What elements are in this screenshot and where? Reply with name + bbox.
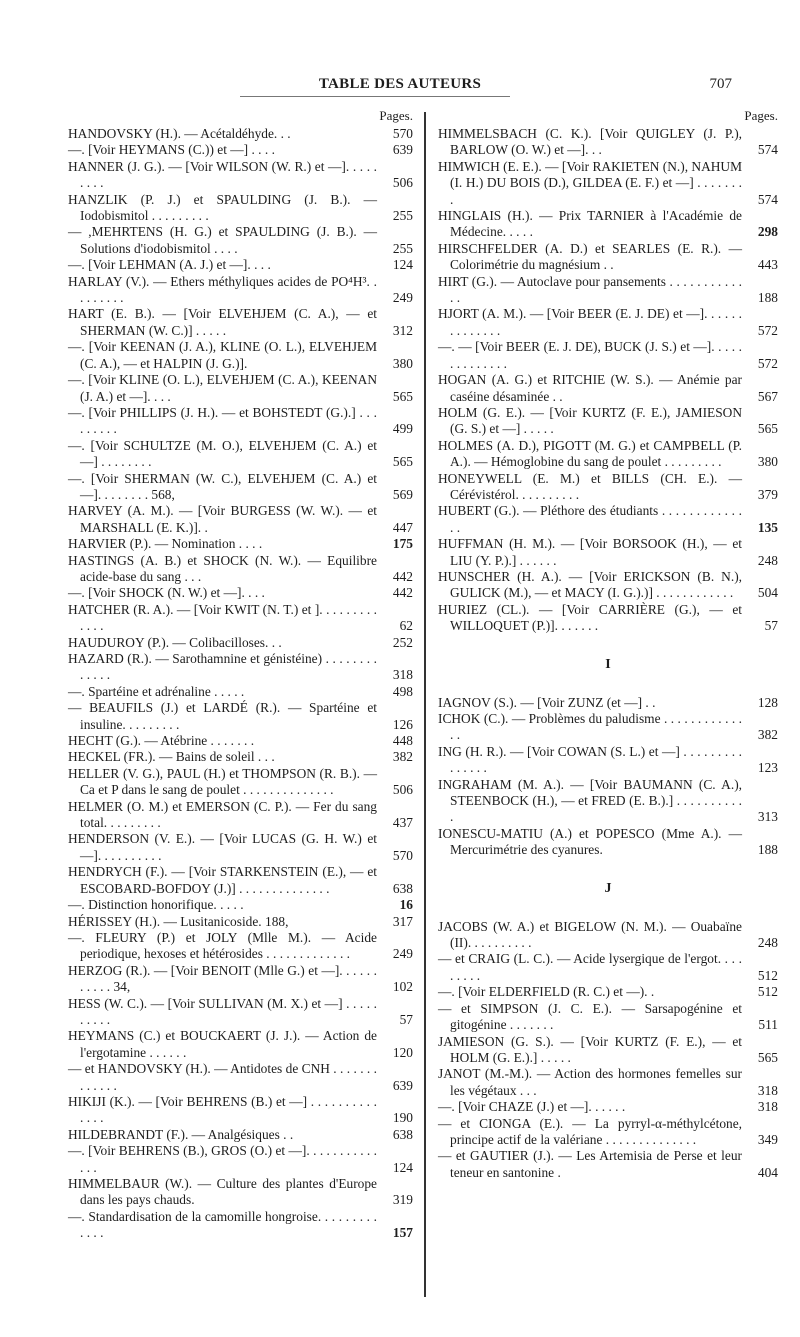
entry-text: — et CIONGA (E.). — La pyrryl-α-méthylcétone, principe actif de la valériane . . . . . . . . . . . . . .	[438, 1115, 742, 1147]
entry-page-number: 512	[757, 984, 778, 1000]
entry-text: HIMMELSBACH (C. K.). [Voir QUIGLEY (J. P.), BARLOW (O. W.) et —]. . .	[438, 126, 742, 158]
entry-text: — et HANDOVSKY (H.). — Antidotes de CNH . . . . . . . . . . . . .	[68, 1061, 377, 1093]
entry-text: HJORT (A. M.). — [Voir BEER (E. J. DE) et —]. . . . . . . . . . . . . .	[438, 306, 742, 338]
left-entry-list	[68, 126, 413, 1242]
entry-page-number: 569	[392, 486, 413, 502]
entry-page-number: 565	[757, 1049, 778, 1065]
index-entry	[68, 1061, 413, 1094]
entry-text: —. [Voir KLINE (O. L.), ELVEHJEM (C. A.), KEENAN (J. A.) et —]. . . .	[68, 372, 377, 404]
entry-text: —. Distinction honorifique. . . . .	[68, 897, 244, 913]
entry-text: —. [Voir SCHULTZE (M. O.), ELVEHJEM (C. A.) et —] . . . . . . . .	[68, 437, 377, 470]
entry-text: — et SIMPSON (J. C. E.). — Sarsapogénine et gitogénine . . . . . . .	[438, 1000, 742, 1033]
index-entry	[68, 536, 413, 552]
entry-page-number: 639	[392, 142, 413, 158]
index-entry	[68, 1028, 413, 1061]
entry-page-number: 565	[392, 454, 413, 470]
entry-page-number: 382	[392, 749, 413, 765]
index-entry	[68, 602, 413, 635]
index-entry	[438, 919, 778, 952]
index-entry	[68, 126, 413, 142]
index-entry	[438, 372, 778, 405]
entry-text: —. Spartéine et adrénaline . . . . .	[68, 683, 245, 699]
entry-page-number: 511	[758, 1017, 778, 1033]
entry-page-number: 448	[392, 733, 413, 749]
entry-text: —. [Voir KEENAN (J. A.), KLINE (O. L.), ELVEHJEM (C. A.), — et HALPIN (J. G.)].	[68, 339, 377, 371]
entry-text: HUFFMAN (H. M.). — [Voir BORSOOK (H.), — et LIU (Y. P.).] . . . . . .	[438, 536, 742, 568]
entry-page-number: 442	[392, 568, 413, 584]
entry-page-number: 574	[757, 191, 778, 207]
index-entry	[438, 1001, 778, 1034]
entry-page-number: 318	[757, 1082, 778, 1098]
index-entry	[68, 438, 413, 471]
entry-text: HANNER (J. G.). — [Voir WILSON (W. R.) et —]. . . . . . . . .	[68, 158, 377, 191]
entry-page-number: 252	[392, 634, 413, 650]
entry-page-number: 120	[392, 1044, 413, 1060]
index-entry	[68, 914, 413, 930]
entry-text: HARVIER (P.). — Nomination . . . .	[68, 536, 263, 552]
index-entry	[438, 241, 778, 274]
entry-text: HENDRYCH (F.). — [Voir STARKENSTEIN (E.), — et ESCOBARD-BOFDOY (J.)] . . . . . . . . . . . . . .	[68, 864, 377, 896]
index-entry	[68, 585, 413, 601]
entry-text: HÉRISSEY (H.). — Lusitanicoside. 188,	[68, 913, 289, 929]
entry-text: —. [Voir ELDERFIELD (R. C.) et —). .	[438, 984, 655, 1000]
entry-page-number: 567	[757, 388, 778, 404]
page-number: 707	[709, 76, 732, 92]
entry-page-number: 124	[392, 257, 413, 273]
index-entry	[438, 695, 778, 711]
entry-page-number: 248	[757, 552, 778, 568]
entry-text: —. — [Voir BEER (E. J. DE), BUCK (J. S.) et —]. . . . . . . . . . . . . .	[438, 339, 742, 371]
entry-page-number: 312	[392, 322, 413, 338]
entry-text: HELMER (O. M.) et EMERSON (C. P.). — Fer du sang total. . . . . . . . .	[68, 798, 377, 831]
entry-text: —. [Voir LEHMAN (A. J.) et —]. . . .	[68, 257, 271, 273]
entry-text: — et CRAIG (L. C.). — Acide lysergique de l'ergot. . . . . . . . .	[438, 951, 742, 983]
index-entry	[68, 1143, 413, 1176]
index-entry	[438, 1116, 778, 1149]
section-letter-i: I	[605, 656, 611, 672]
entry-page-number: 574	[757, 142, 778, 158]
index-entry	[438, 503, 778, 536]
entry-page-number: 298	[757, 224, 778, 240]
index-entry	[438, 208, 778, 241]
entry-page-number: 190	[392, 1110, 413, 1126]
index-entry	[68, 733, 413, 749]
entry-page-number: 379	[757, 486, 778, 502]
entry-text: HOLM (G. E.). — [Voir KURTZ (F. E.), JAMIESON (G. S.) et —] . . . . .	[438, 404, 742, 437]
index-entry	[438, 159, 778, 208]
entry-page-number: 512	[757, 967, 778, 983]
entry-text: HART (E. B.). — [Voir ELVEHJEM (C. A.), — et SHERMAN (W. C.)] . . . . .	[68, 306, 377, 338]
entry-text: — BEAUFILS (J.) et LARDÉ (R.). — Spartéine et insuline. . . . . . . . .	[68, 700, 377, 732]
entry-text: IONESCU-MATIU (A.) et POPESCO (Mme A.). — Mercurimétrie des cyanures.	[438, 825, 742, 858]
entry-page-number: 442	[392, 585, 413, 601]
entry-text: HURIEZ (CL.). — [Voir CARRIÈRE (G.), — et WILLOQUET (P.)]. . . . . . .	[438, 601, 742, 634]
entry-page-number: 506	[392, 782, 413, 798]
index-entry	[438, 306, 778, 339]
entry-page-number: 565	[392, 388, 413, 404]
entry-page-number: 318	[757, 1099, 778, 1115]
entry-page-number: 175	[392, 536, 413, 552]
entry-page-number: 443	[757, 257, 778, 273]
index-entry	[438, 471, 778, 504]
entry-page-number: 565	[757, 421, 778, 437]
entry-text: HANDOVSKY (H.). — Acétaldéhyde. . .	[68, 126, 291, 141]
index-entry	[438, 951, 778, 984]
entry-text: HARLAY (V.). — Ethers méthyliques acides de PO⁴H³. . . . . . . . .	[68, 273, 377, 306]
entry-text: HENDERSON (V. E.). — [Voir LUCAS (G. H. W.) et —]. . . . . . . . . .	[68, 831, 377, 863]
entry-page-number: 572	[757, 355, 778, 371]
entry-page-number: 638	[392, 880, 413, 896]
index-entry	[68, 159, 413, 192]
index-entry	[68, 651, 413, 684]
index-entry	[68, 306, 413, 339]
index-entry	[438, 1099, 778, 1115]
index-entry	[68, 1094, 413, 1127]
entry-text: HANZLIK (P. J.) et SPAULDING (J. B.). — Iodobismitol . . . . . . . . .	[68, 191, 377, 224]
entry-page-number: 404	[757, 1164, 778, 1180]
running-title: TABLE DES AUTEURS	[318, 76, 482, 92]
index-entry	[438, 274, 778, 307]
entry-text: HECKEL (FR.). — Bains de soleil . . .	[68, 749, 275, 765]
index-entry	[68, 1127, 413, 1143]
entry-page-number: 498	[392, 683, 413, 699]
index-entry	[68, 700, 413, 733]
entry-text: —. [Voir SHERMAN (W. C.), ELVEHJEM (C. A.) et —]. . . . . . . . 568,	[68, 470, 377, 502]
entry-page-number: 157	[392, 1225, 413, 1241]
index-entry	[68, 553, 413, 586]
entry-text: HIKIJI (K.). — [Voir BEHRENS (B.) et —] . . . . . . . . . . . . . .	[68, 1093, 377, 1126]
entry-text: HINGLAIS (H.). — Prix TARNIER à l'Académie de Médecine. . . . .	[438, 208, 742, 240]
entry-page-number: 499	[392, 421, 413, 437]
index-entry	[68, 831, 413, 864]
entry-page-number: 62	[399, 618, 413, 634]
entry-text: HESS (W. C.). — [Voir SULLIVAN (M. X.) et —] . . . . . . . . . .	[68, 995, 377, 1027]
column-divider	[424, 112, 426, 1297]
entry-page-number: 249	[392, 290, 413, 306]
index-entry	[68, 684, 413, 700]
index-entry	[68, 142, 413, 158]
index-entry	[68, 766, 413, 799]
index-entry	[68, 749, 413, 765]
entry-page-number: 255	[392, 240, 413, 256]
entry-text: IAGNOV (S.). — [Voir ZUNZ (et —] . .	[438, 694, 656, 710]
entry-text: HUNSCHER (H. A.). — [Voir ERICKSON (B. N.), GULICK (M.), — et MACY (I. G.).)] . . . . . . . . . . . .	[438, 568, 742, 601]
entry-text: HATCHER (R. A.). — [Voir KWIT (N. T.) et ]. . . . . . . . . . . . .	[68, 601, 377, 634]
index-entry	[68, 996, 413, 1029]
index-entry	[438, 744, 778, 777]
entry-text: —. [Voir PHILLIPS (J. H.). — et BOHSTEDT (G.).] . . . . . . . . .	[68, 404, 377, 437]
entry-page-number: 382	[757, 727, 778, 743]
entry-text: HIMMELBAUR (W.). — Culture des plantes d'Europe dans les pays chauds.	[68, 1176, 377, 1208]
entry-page-number: 135	[757, 519, 778, 535]
left-column	[68, 108, 413, 1242]
index-entry	[68, 864, 413, 897]
entry-text: —. [Voir SHOCK (N. W.) et —]. . . .	[68, 585, 265, 601]
right-i-entry-list	[438, 695, 778, 859]
index-entry	[68, 503, 413, 536]
index-entry	[68, 224, 413, 257]
index-entry	[438, 126, 778, 159]
index-entry	[68, 1209, 413, 1242]
entry-page-number: 124	[392, 1159, 413, 1175]
index-entry	[68, 405, 413, 438]
entry-page-number: 102	[392, 979, 413, 995]
header-rule	[240, 96, 510, 97]
entry-text: HUBERT (G.). — Pléthore des étudiants . . . . . . . . . . . . . .	[438, 503, 742, 535]
entry-page-number: 570	[392, 126, 413, 141]
entry-text: — ,MEHRTENS (H. G.) et SPAULDING (J. B.). — Solutions d'iodobismitol . . . .	[68, 224, 377, 256]
entry-page-number: 126	[392, 716, 413, 732]
entry-page-number: 506	[392, 175, 413, 191]
entry-text: HAZARD (R.). — Sarothamnine et génistéine) . . . . . . . . . . . . .	[68, 651, 377, 683]
entry-text: HELLER (V. G.), PAUL (H.) et THOMPSON (R. B.). — Ca et P dans le sang de poulet . . . . . . . . . . . . . .	[68, 765, 377, 798]
entry-text: HIMWICH (E. E.). — [Voir RAKIETEN (N.), NAHUM (I. H.) DU BOIS (D.), GILDEA (E. F.) et —] . . . . . . . .	[438, 158, 742, 207]
entry-text: JAMIESON (G. S.). — [Voir KURTZ (F. E.), — et HOLM (G. E.).] . . . . .	[438, 1033, 742, 1065]
entry-page-number: 380	[757, 454, 778, 470]
entry-page-number: 16	[399, 897, 413, 913]
index-entry	[438, 438, 778, 471]
index-entry	[68, 635, 413, 651]
right-j-entry-list	[438, 919, 778, 1182]
index-entry	[438, 777, 778, 826]
index-entry	[438, 405, 778, 438]
entry-page-number: 504	[757, 585, 778, 601]
index-entry	[438, 339, 778, 372]
entry-text: —. [Voir CHAZE (J.) et —]. . . . . .	[438, 1099, 626, 1115]
entry-page-number: 57	[764, 618, 778, 634]
entry-page-number: 447	[392, 519, 413, 535]
entry-text: HEYMANS (C.) et BOUCKAERT (J. J.). — Action de l'ergotamine . . . . . .	[68, 1028, 377, 1060]
index-entry	[68, 1176, 413, 1209]
entry-page-number: 128	[757, 694, 778, 710]
entry-text: — et GAUTIER (J.). — Les Artemisia de Perse et leur teneur en santonine .	[438, 1148, 742, 1180]
index-entry	[68, 963, 413, 996]
entry-page-number: 249	[392, 946, 413, 962]
right-h-entry-list	[438, 126, 778, 635]
index-entry	[438, 1066, 778, 1099]
entry-text: ICHOK (C.). — Problèmes du paludisme . . . . . . . . . . . . . .	[438, 711, 742, 743]
pages-heading-left: Pages.	[379, 108, 413, 123]
entry-text: HILDEBRANDT (F.). — Analgésiques . .	[68, 1126, 294, 1142]
entry-page-number: 319	[392, 1192, 413, 1208]
entry-text: HECHT (G.). — Atébrine . . . . . . .	[68, 733, 255, 749]
entry-page-number: 188	[757, 842, 778, 858]
entry-text: —. [Voir HEYMANS (C.)) et —] . . . .	[68, 142, 275, 158]
pages-heading-right: Pages.	[744, 108, 778, 123]
index-entry	[438, 602, 778, 635]
entry-text: HAUDUROY (P.). — Colibacilloses. . .	[68, 634, 282, 650]
index-entry	[68, 930, 413, 963]
entry-text: HOGAN (A. G.) et RITCHIE (W. S.). — Anémie par caséine désaminée . .	[438, 372, 742, 404]
index-entry	[438, 1148, 778, 1181]
entry-page-number: 639	[392, 1077, 413, 1093]
entry-page-number: 313	[757, 809, 778, 825]
entry-text: INGRAHAM (M. A.). — [Voir BAUMANN (C. A.), STEENBOCK (H.), — et FRED (E. B.).] . . . . . . . . . . .	[438, 776, 742, 825]
index-entry	[68, 372, 413, 405]
entry-page-number: 188	[757, 290, 778, 306]
entry-page-number: 638	[392, 1126, 413, 1142]
entry-text: —. [Voir BEHRENS (B.), GROS (O.) et —]. . . . . . . . . . . . . .	[68, 1143, 377, 1175]
entry-text: ING (H. R.). — [Voir COWAN (S. L.) et —] . . . . . . . . . . . . . . .	[438, 743, 742, 776]
index-entry	[68, 192, 413, 225]
index-entry	[68, 257, 413, 273]
entry-page-number: 349	[757, 1131, 778, 1147]
entry-page-number: 570	[392, 847, 413, 863]
entry-page-number: 380	[392, 355, 413, 371]
entry-text: —. FLEURY (P.) et JOLY (Mlle M.). — Acide periodique, hexoses et hétérosides . . . . . . . . . . . . .	[68, 929, 377, 962]
entry-text: HOLMES (A. D.), PIGOTT (M. G.) et CAMPBELL (P. A.). — Hémoglobine du sang de poulet . . . . . . . . .	[438, 437, 742, 470]
entry-page-number: 57	[399, 1011, 413, 1027]
entry-page-number: 123	[757, 760, 778, 776]
index-entry	[438, 1034, 778, 1067]
index-entry	[438, 569, 778, 602]
entry-text: HASTINGS (A. B.) et SHOCK (N. W.). — Equilibre acide-base du sang . . .	[68, 552, 377, 584]
entry-text: HARVEY (A. M.). — [Voir BURGESS (W. W.). — et MARSHALL (E. K.)]. .	[68, 503, 377, 535]
entry-text: —. Standardisation de la camomille hongroise. . . . . . . . . . . . .	[68, 1208, 377, 1241]
index-entry	[68, 274, 413, 307]
entry-page-number: 255	[392, 208, 413, 224]
index-entry	[68, 471, 413, 504]
index-entry	[68, 799, 413, 832]
entry-text: JANOT (M.-M.). — Action des hormones femelles sur les végétaux . . .	[438, 1066, 742, 1098]
index-entry	[438, 826, 778, 859]
right-column	[438, 108, 778, 1181]
entry-text: HIRT (G.). — Autoclave pour pansements . . . . . . . . . . . . .	[438, 273, 742, 306]
entry-text: HONEYWELL (E. M.) et BILLS (CH. E.). — Cérévistérol. . . . . . . . . .	[438, 470, 742, 502]
entry-page-number: 437	[392, 815, 413, 831]
section-letter-j: J	[604, 880, 612, 896]
entry-page-number: 317	[392, 913, 413, 929]
entry-page-number: 318	[392, 667, 413, 683]
entry-text: HERZOG (R.). — [Voir BENOIT (Mlle G.) et —]. . . . . . . . . . . 34,	[68, 962, 377, 995]
index-entry	[68, 339, 413, 372]
entry-text: HIRSCHFELDER (A. D.) et SEARLES (E. R.). — Colorimétrie du magnésium . .	[438, 240, 742, 273]
entry-page-number: 248	[757, 935, 778, 951]
index-entry	[68, 897, 413, 913]
entry-page-number: 572	[757, 322, 778, 338]
index-entry	[438, 536, 778, 569]
index-entry	[438, 984, 778, 1000]
index-entry	[438, 711, 778, 744]
entry-text: JACOBS (W. A.) et BIGELOW (N. M.). — Ouabaïne (II). . . . . . . . . .	[438, 918, 742, 951]
